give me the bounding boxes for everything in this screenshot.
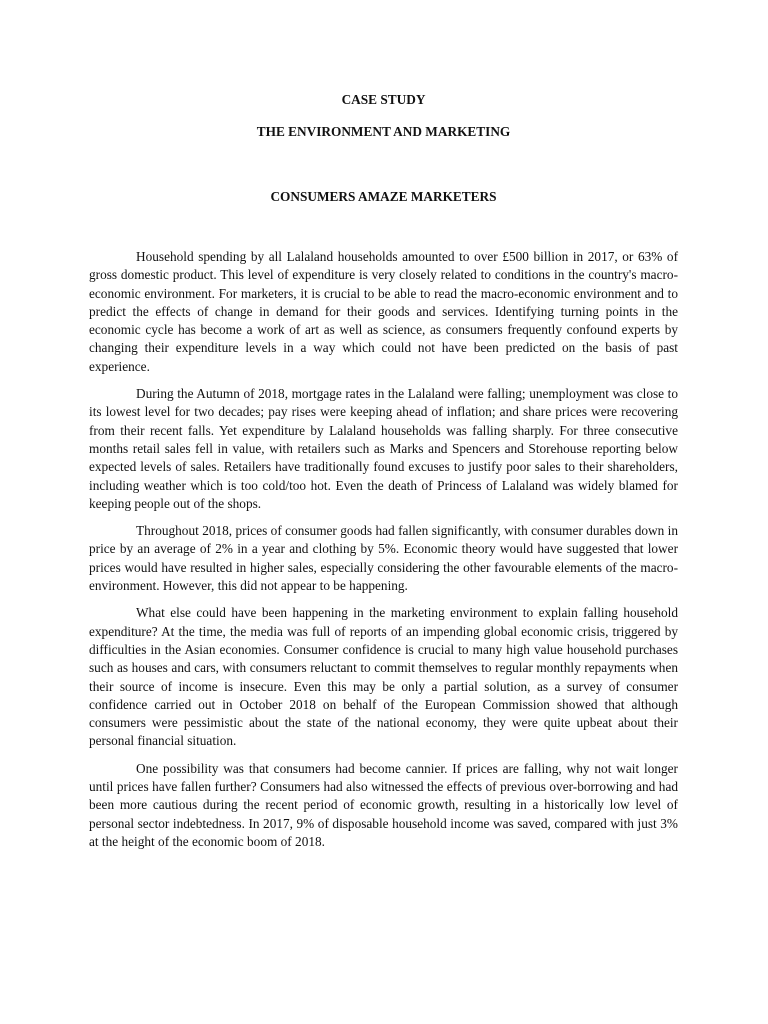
paragraph: What else could have been happening in the marketing environment to explain falling household expenditure? At the time, the media was full of reports of an impending global economic crisis, triggered by difficulties in the Asian economies. Consumer confidence is crucial to many high value household purchases such as houses and cars, with consumers reluctant to commit themselves to regular monthly repayments when their source of income is insecure. Even this may be only a partial solution, as a survey of consumer confidence carried out in October 2018 on behalf of the European Commission showed that although consumers were pessimistic about the state of the national economy, they were quite upbeat about their personal financial situation. — [89, 605, 678, 749]
paragraph: One possibility was that consumers had become cannier. If prices are falling, why not wait longer until prices have fallen further? Consumers had also witnessed the effects of previous over-borrowing and had been more cautious during the recent period of economic growth, resulting in a historically low level of personal sector indebtedness. In 2017, 9% of disposable household income was saved, compared with just 3% at the height of the economic boom of 2018. — [89, 760, 678, 849]
paragraph: During the Autumn of 2018, mortgage rates in the Lalaland were falling; unemployment was close to its lowest level for two decades; pay rises were keeping ahead of inflation; and share prices were recovering from their recent falls. Yet expenditure by Lalaland households was falling sharply. For three consecutive months retail sales fell in value, with retailers such as Marks and Spencers and Storehouse reporting below expected levels of sales. Retailers have traditionally found excuses to justify poor sales to their shareholders, including weather which is too cold/too hot. Even the death of Princess of Lalaland was widely blamed for keeping people out of the shops. — [89, 386, 678, 511]
body-text — [89, 248, 678, 860]
case-study-heading: CASE STUDY — [341, 92, 426, 107]
paragraph: Throughout 2018, prices of consumer goods had fallen significantly, with consumer durables down in price by an average of 2% in a year and clothing by 5%. Economic theory would have suggested that lower prices would have resulted in higher sales, especially considering the other favourable elements of the macro-environment. However, this did not appear to be happening. — [89, 523, 678, 594]
article-title: CONSUMERS AMAZE MARKETERS — [270, 189, 497, 204]
paragraph: Household spending by all Lalaland households amounted to over £500 billion in 2017, or 63% of gross domestic product. This level of expenditure is very closely related to conditions in the country's macro-economic environment. For marketers, it is crucial to be able to read the macro-economic environment and to predict the effects of change in demand for their goods and services. Identifying turning points in the economic cycle has become a work of art as well as science, as consumers frequently confound experts by changing their expenditure levels in a way which could not have been predicted on the basis of past experience. — [89, 249, 678, 374]
topic-heading: THE ENVIRONMENT AND MARKETING — [256, 124, 511, 139]
